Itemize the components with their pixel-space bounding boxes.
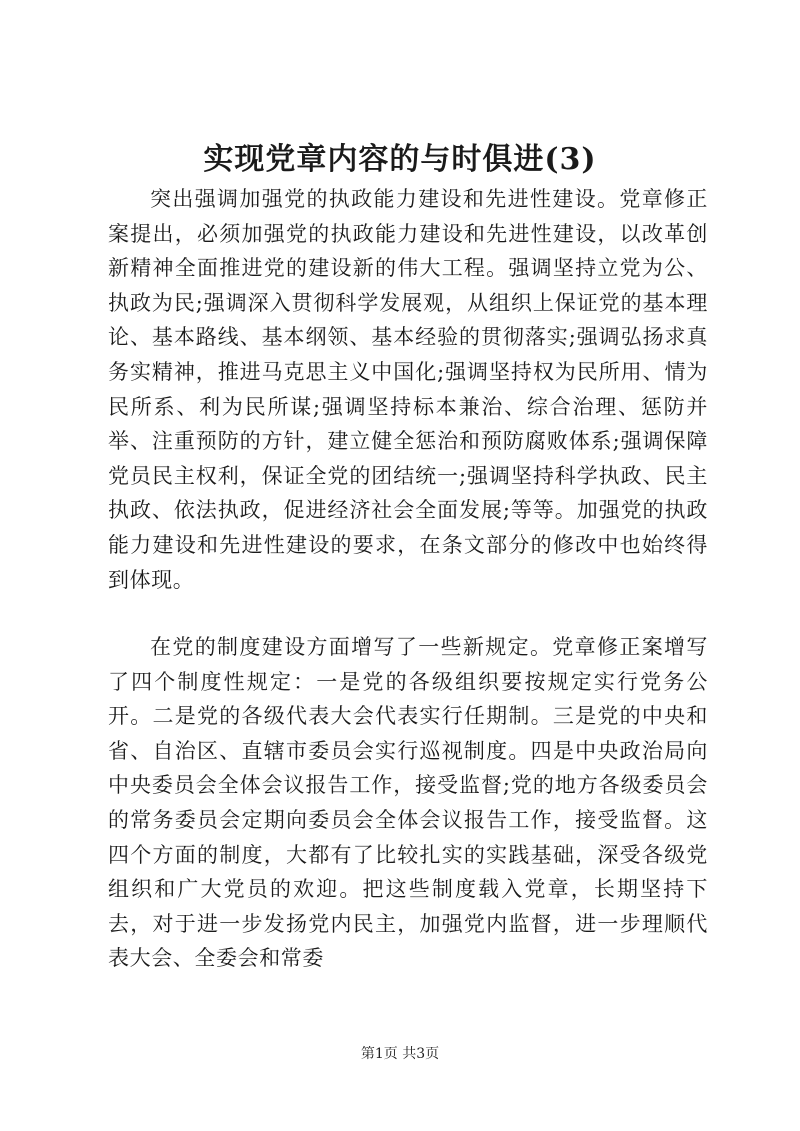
page-footer	[0, 1045, 800, 1063]
document-title: 实现党章内容的与时俱进(3)	[203, 142, 597, 177]
page-number-indicator: 第1页 共3页	[360, 1046, 440, 1062]
body-paragraph: 在党的制度建设方面增写了一些新规定。党章修正案增写了四个制度性规定：一是党的各级组织要按规定实行党务公开。二是党的各级代表大会代表实行任期制。三是党的中央和省、自治区、直辖市委员会实行巡视制度。四是中央政治局向中央委员会全体会议报告工作，接受监督;党的地方各级委员会的常务委员会定期向委员会全体会议报告工作，接受监督。这四个方面的制度，大都有了比较扎实的实践基础，深受各级党组织和广大党员的欢迎。把这些制度载入党章，长期坚持下去，对于进一步发扬党内民主，加强党内监督，进一步理顺代表大会、全委会和常委	[108, 635, 708, 971]
body-paragraph: 突出强调加强党的执政能力建设和先进性建设。党章修正案提出，必须加强党的执政能力建设和先进性建设，以改革创新精神全面推进党的建设新的伟大工程。强调坚持立党为公、执政为民;强调深入贯彻科学发展观，从组织上保证党的基本理论、基本路线、基本纲领、基本经验的贯彻落实;强调弘扬求真务实精神，推进马克思主义中国化;强调坚持权为民所用、情为民所系、利为民所谋;强调坚持标本兼治、综合治理、惩防并举、注重预防的方针，建立健全惩治和预防腐败体系;强调保障党员民主权利，保证全党的团结统一;强调坚持科学执政、民主执政、依法执政，促进经济社会全面发展;等等。加强党的执政能力建设和先进性建设的要求，在条文部分的修改中也始终得到体现。	[108, 187, 708, 592]
